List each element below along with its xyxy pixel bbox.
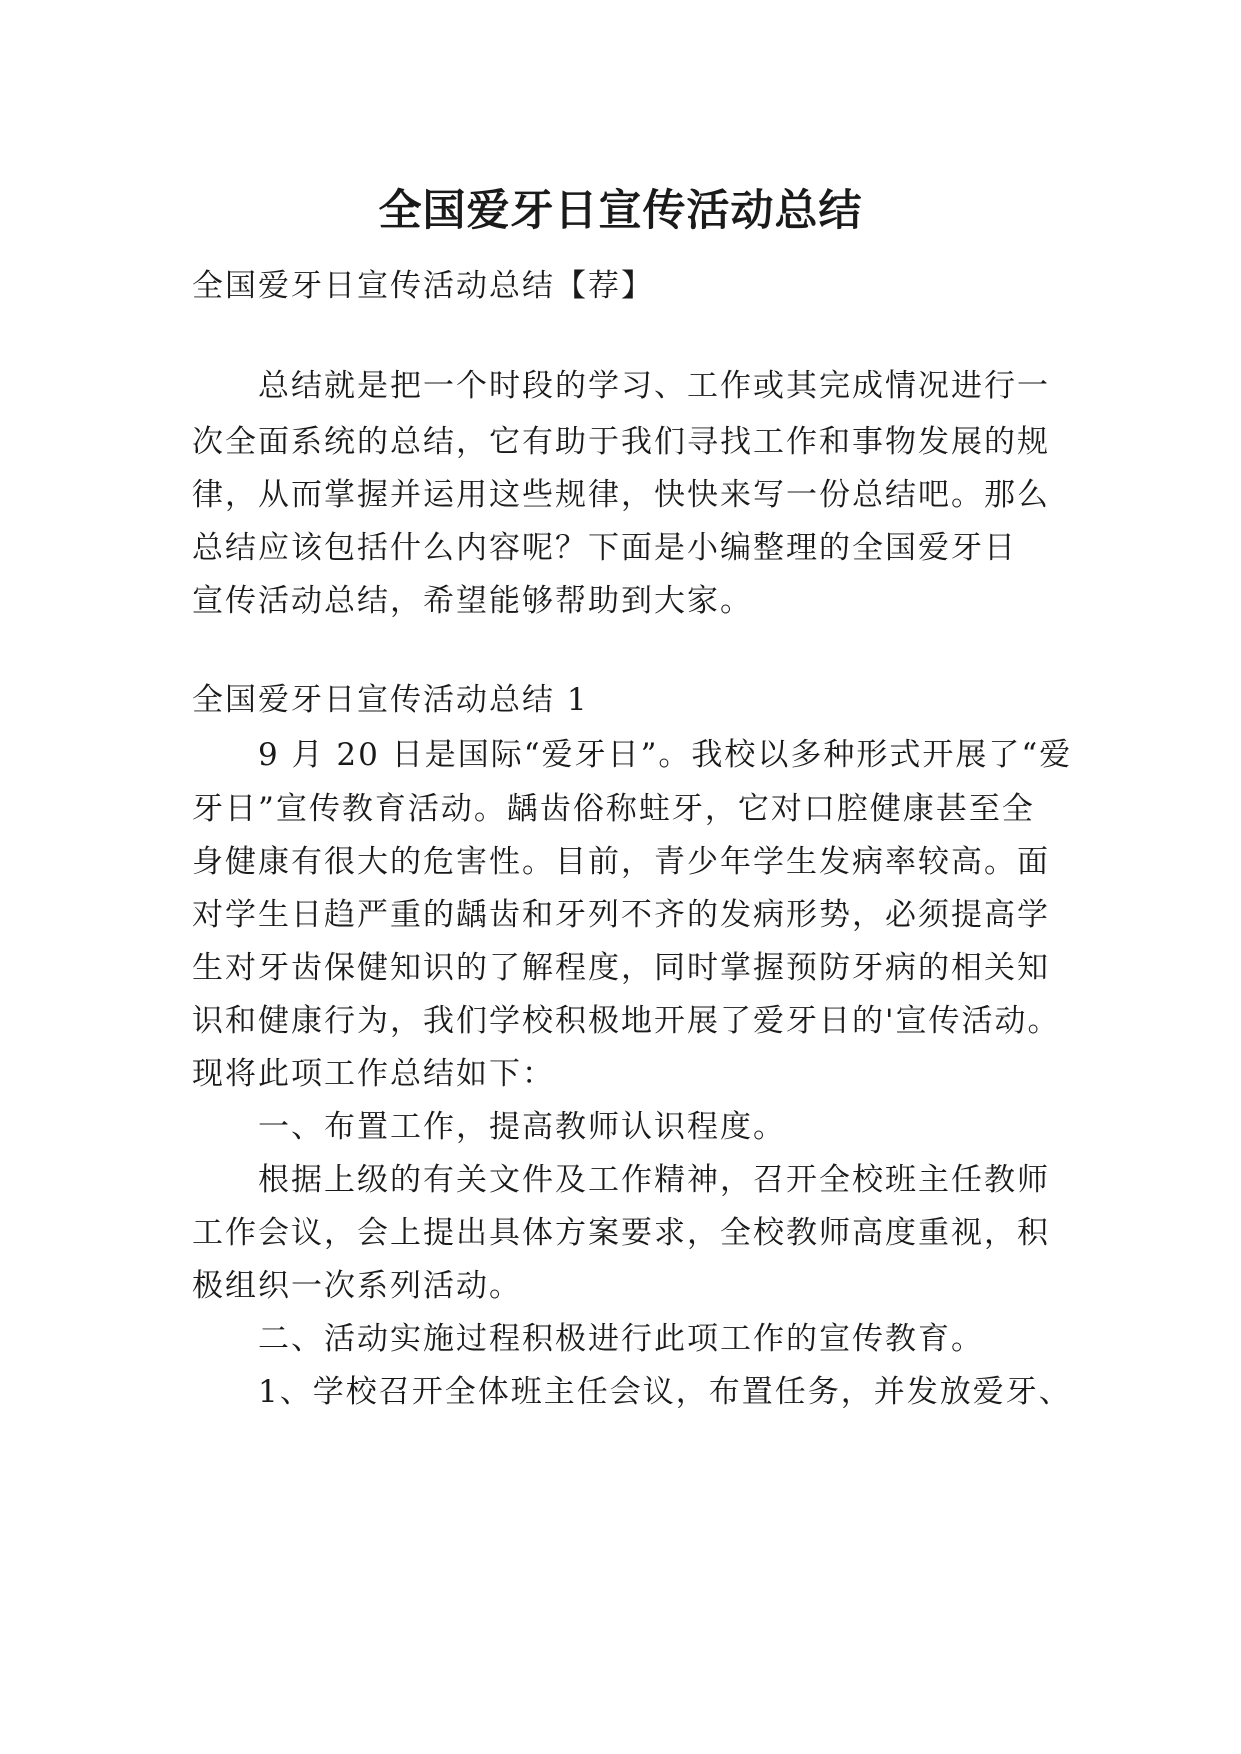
document-title: 全国爱牙日宣传活动总结 — [378, 185, 863, 236]
body-line: 1、学校召开全体班主任会议，布置任务，并发放爱牙、 — [258, 1374, 1072, 1410]
body-line: 工作会议，会上提出具体方案要求，全校教师高度重视，积 — [192, 1215, 1050, 1251]
body-line: 极组织一次系列活动。 — [192, 1268, 522, 1304]
body-line: 现将此项工作总结如下： — [192, 1056, 555, 1092]
body-line: 生对牙齿保健知识的了解程度，同时掌握预防牙病的相关知 — [192, 950, 1050, 986]
intro-line: 律，从而掌握并运用这些规律，快快来写一份总结吧。那么 — [192, 477, 1050, 513]
section-heading: 全国爱牙日宣传活动总结 1 — [192, 682, 589, 718]
body-line: 9 月 20 日是国际“爱牙日”。我校以多种形式开展了“爱 — [258, 737, 1073, 773]
document-subtitle: 全国爱牙日宣传活动总结【荐】 — [192, 268, 654, 304]
intro-line: 总结就是把一个时段的学习、工作或其完成情况进行一 — [258, 368, 1050, 404]
body-line: 牙日”宣传教育活动。龋齿俗称蛀牙，它对口腔健康甚至全 — [192, 791, 1035, 827]
intro-line: 总结应该包括什么内容呢？下面是小编整理的全国爱牙日 — [192, 530, 1017, 566]
body-line: 二、活动实施过程积极进行此项工作的宣传教育。 — [258, 1321, 984, 1357]
body-line: 对学生日趋严重的龋齿和牙列不齐的发病形势，必须提高学 — [192, 897, 1050, 933]
body-line: 根据上级的有关文件及工作精神，召开全校班主任教师 — [258, 1162, 1050, 1198]
intro-line: 次全面系统的总结，它有助于我们寻找工作和事物发展的规 — [192, 424, 1050, 460]
intro-line: 宣传活动总结，希望能够帮助到大家。 — [192, 583, 753, 619]
body-line: 身健康有很大的危害性。目前，青少年学生发病率较高。面 — [192, 844, 1050, 880]
body-line: 识和健康行为，我们学校积极地开展了爱牙日的'宣传活动。 — [192, 1003, 1061, 1039]
body-line: 一、布置工作，提高教师认识程度。 — [258, 1109, 786, 1145]
